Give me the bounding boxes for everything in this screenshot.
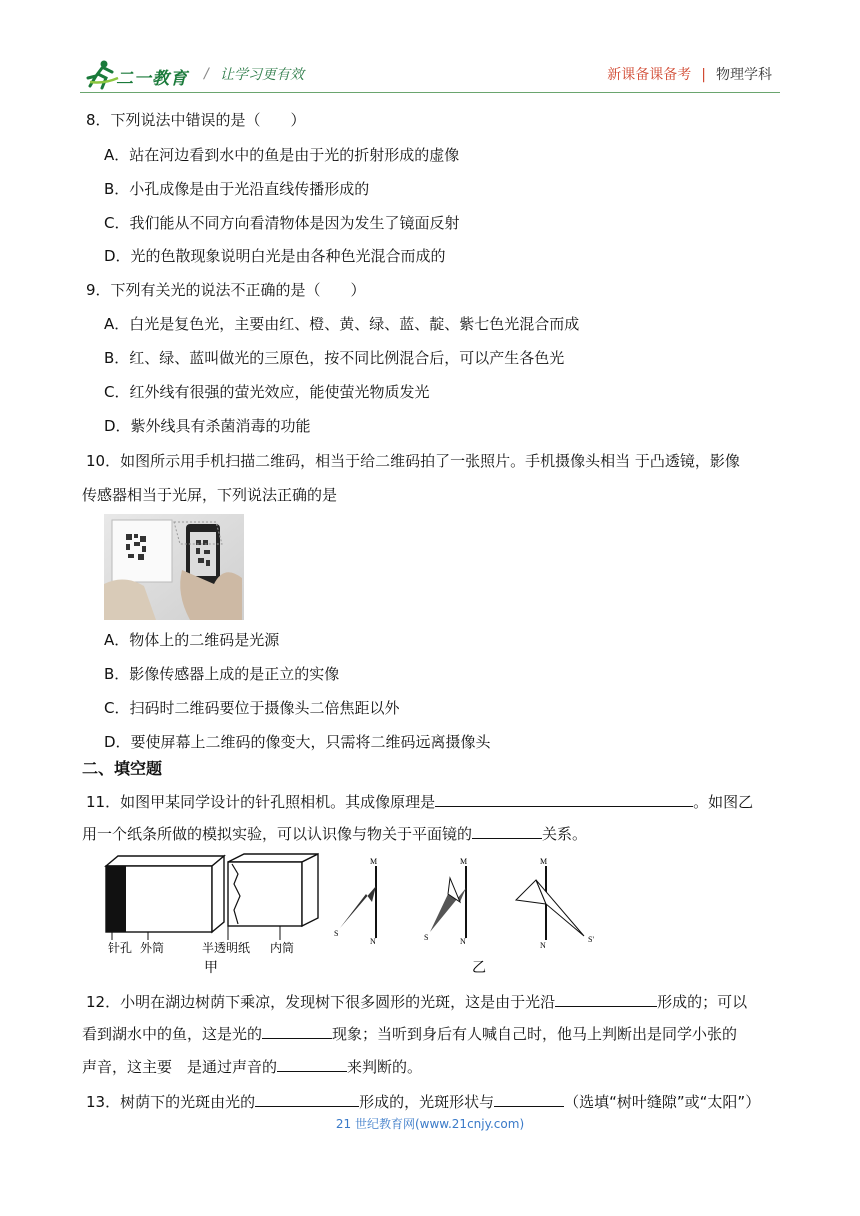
question-8-option-b: B．小孔成像是由于光沿直线传播形成的 xyxy=(104,180,370,198)
question-11-line2 xyxy=(82,822,587,844)
question-10-option-c: C．扫码时二维码要位于摄像头二倍焦距以外 xyxy=(104,699,400,717)
question-13-text-3: （选填“树叶缝隙”或“太阳”） xyxy=(564,1093,761,1111)
question-9-stem: 9．下列有关光的说法不正确的是（ ） xyxy=(86,281,366,299)
label-inner-tube: 内筒 xyxy=(270,941,295,955)
section-title-fill-in: 二、填空题 xyxy=(82,759,163,778)
question-12-line2 xyxy=(82,1022,737,1044)
label-figure-yi: 乙 xyxy=(472,961,486,976)
label-n-2: N xyxy=(460,937,466,946)
header-subject-label: 物理学科 xyxy=(716,67,772,83)
pinhole-camera-and-mirror-figure xyxy=(104,852,604,976)
question-12-text-5: 声音，这主要 是通过声音的 xyxy=(82,1058,278,1076)
question-13-line1 xyxy=(86,1090,760,1112)
question-9-option-d: D．紫外线具有杀菌消毒的功能 xyxy=(104,417,311,435)
label-s-2: S xyxy=(424,933,429,942)
question-10-option-b: B．影像传感器上成的是正立的实像 xyxy=(104,665,340,683)
header-divider: | xyxy=(701,67,706,83)
question-8-stem: 8．下列说法中错误的是（ ） xyxy=(86,111,306,129)
question-12-text-3: 看到湖水中的鱼，这是光的 xyxy=(82,1025,263,1043)
label-s-prime: S' xyxy=(588,935,594,944)
label-n-3: N xyxy=(540,941,546,950)
label-m-1: M xyxy=(370,857,378,866)
answer-blank[interactable] xyxy=(494,1090,564,1107)
question-12-text-4: 现象；当听到身后有人喊自己时，他马上判断出是同学小张的 xyxy=(332,1025,738,1043)
question-10-option-d: D．要使屏幕上二维码的像变大，只需将二维码远离摄像头 xyxy=(104,733,491,751)
label-m-2: M xyxy=(460,857,468,866)
question-9-option-c: C．红外线有很强的萤光效应，能使萤光物质发光 xyxy=(104,383,430,401)
question-10-stem-line1: 10．如图所示用手机扫描二维码，相当于给二维码拍了一张照片。手机摄像头相当 于凸透镜，影像 xyxy=(86,452,740,470)
header-subject xyxy=(607,64,772,84)
question-10-option-a: A．物体上的二维码是光源 xyxy=(104,631,280,649)
question-8-option-d: D．光的色散现象说明白光是由各种色光混合而成的 xyxy=(104,247,446,265)
answer-blank[interactable] xyxy=(255,1090,359,1107)
question-11-text-2: 。如图乙 xyxy=(693,793,754,811)
question-9-option-b: B．红、绿、蓝叫做光的三原色，按不同比例混合后，可以产生各色光 xyxy=(104,349,565,367)
answer-blank[interactable] xyxy=(277,1055,347,1072)
question-12-line3 xyxy=(82,1055,422,1077)
answer-blank[interactable] xyxy=(472,822,542,839)
question-11-line1 xyxy=(86,790,753,812)
question-8-option-c: C．我们能从不同方向看清物体是因为发生了镜面反射 xyxy=(104,214,460,232)
header-course-label: 新课备课备考 xyxy=(607,67,692,83)
question-12-text-6: 来判断的。 xyxy=(347,1058,423,1076)
question-13-text-1: 13．树荫下的光斑由光的 xyxy=(86,1093,256,1111)
question-11-text-3: 用一个纸条所做的模拟实验，可以认识像与物关于平面镜的 xyxy=(82,825,473,843)
label-pinhole: 针孔 xyxy=(108,941,133,955)
brand-logo-text: 二一教育 xyxy=(116,69,188,89)
question-8-option-a: A．站在河边看到水中的鱼是由于光的折射形成的虚像 xyxy=(104,146,460,164)
label-m-3: M xyxy=(540,857,548,866)
question-11-text-4: 关系。 xyxy=(542,825,588,843)
question-12-text-1: 12．小明在湖边树荫下乘凉，发现树下很多圆形的光斑，这是由于光沿 xyxy=(86,993,556,1011)
question-13-text-2: 形成的，光斑形状与 xyxy=(359,1093,495,1111)
label-figure-jia: 甲 xyxy=(204,961,218,976)
header-divider-line xyxy=(80,92,780,93)
question-10-stem-line2: 传感器相当于光屏，下列说法正确的是 xyxy=(82,486,338,504)
label-outer-tube: 外筒 xyxy=(140,941,165,955)
phone-scanning-qr-code-image xyxy=(104,514,244,620)
answer-blank[interactable] xyxy=(262,1022,332,1039)
page-footer[interactable]: 21 世纪教育网(www.21cnjy.com) xyxy=(335,1117,525,1131)
answer-blank[interactable] xyxy=(555,990,657,1007)
label-translucent-paper: 半透明纸 xyxy=(202,941,251,955)
label-n-1: N xyxy=(370,937,376,946)
question-9-option-a: A．白光是复色光，主要由红、橙、黄、绿、蓝、靛、紫七色光混合而成 xyxy=(104,315,580,333)
question-12-line1 xyxy=(86,990,747,1012)
page-header xyxy=(80,56,780,92)
question-12-text-2: 形成的；可以 xyxy=(657,993,748,1011)
slogan: 让学习更有效 xyxy=(220,67,304,83)
slogan-separator: / xyxy=(204,66,209,82)
label-s-1: S xyxy=(334,929,339,938)
question-11-text-1: 11．如图甲某同学设计的针孔照相机。其成像原理是 xyxy=(86,793,436,811)
answer-blank[interactable] xyxy=(435,790,693,807)
